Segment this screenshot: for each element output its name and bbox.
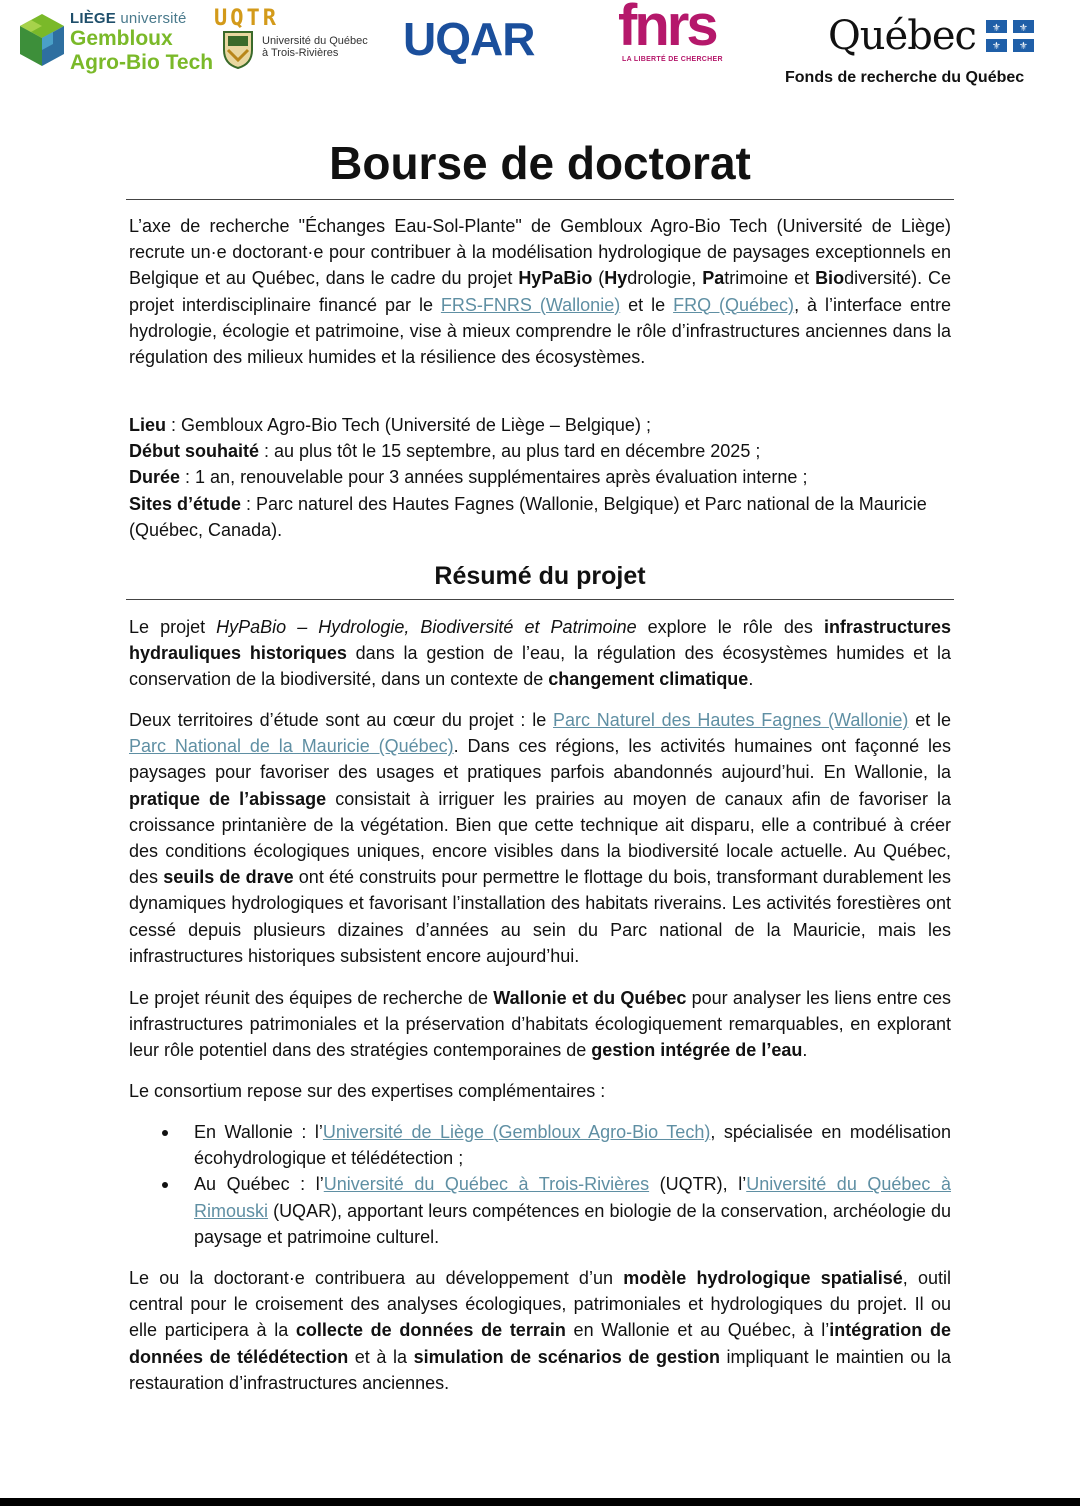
fnrs-wordmark: fnrs xyxy=(618,0,716,58)
final-paragraph: Le ou la doctorant·e contribuera au développement d’un modèle hydrologique spatialisé, outil central pour le croisement des analyses écologiques, patrimoniales et hydrologiques du projet. Il ou elle participera à la collecte de données de terrain en Wallonie et au Québec, à l’intégration de données de télédétection et à la simulation de scénarios de gestion impliquant le maintien ou la restauration d’infrastructures anciennes. xyxy=(129,1268,951,1393)
intro-section xyxy=(129,213,951,370)
uliege-link[interactable]: Université de Liège (Gembloux Agro-Bio Tech) xyxy=(322,1122,711,1142)
uqtr-link[interactable]: Université du Québec à Trois-Rivières xyxy=(323,1174,650,1195)
funds-caption: Fonds de recherche du Québec xyxy=(785,69,1025,86)
details-section xyxy=(129,412,951,543)
intro-paragraph: L’axe de recherche "Échanges Eau-Sol-Plante" de Gembloux Agro-Bio Tech (Université de Liège) recrute un·e doctorant·e pour contribuer à la modélisation hydrologique de paysages exceptionnels en Belgique et au Québec, dans le cadre du projet HyPaBio (Hydrologie, Patrimoine et Biodiversité). Ce projet interdisciplinaire financé par le FRS-FNRS (Wallonie) et le FRQ (Québec), à l’interface entre hydrologie, écologie et patrimoine, vise à mieux comprendre le rôle d’infrastructures anciennes dans la régulation des milieux humides et la résilience des écosystèmes. xyxy=(129,216,951,368)
consortium-list xyxy=(129,1119,951,1250)
svg-text:⚜: ⚜ xyxy=(1019,23,1028,34)
consortium-intro: Le consortium repose sur des expertises complémentaires : xyxy=(129,1081,606,1101)
detail-lieu: Lieu : Gembloux Agro-Bio Tech (Université de Liège – Belgique) ; xyxy=(129,415,651,435)
mauricie-link[interactable]: Parc National de la Mauricie (Québec) xyxy=(129,736,454,757)
list-item: Au Québec : l’Université du Québec à Trois-Rivières (UQTR), l’Université du Québec à Rimouski (UQAR), apportant leurs compétences en biologie de la conservation, archéologie du paysage et patrimoine culturel. xyxy=(129,1171,951,1250)
fnrs-logo xyxy=(618,0,728,68)
frq-link[interactable]: FRQ (Québec) xyxy=(673,294,795,315)
gembloux-wordmark: Gembloux Agro-Bio Tech xyxy=(70,27,214,74)
resume-divider xyxy=(126,599,954,600)
uqtr-logo xyxy=(214,8,384,72)
gembloux-cube-icon xyxy=(20,14,64,66)
uqtr-subtitle: Université du Québec à Trois-Rivières xyxy=(262,35,368,59)
detail-debut: Début souhaité : au plus tôt le 15 septembre, au plus tard en décembre 2025 ; xyxy=(129,441,761,462)
liege-gembloux-logo xyxy=(20,8,214,74)
svg-text:⚜: ⚜ xyxy=(992,41,1001,52)
uqar-logo: UQAR xyxy=(403,13,535,65)
bullet-icon xyxy=(162,1182,168,1188)
uqar-link[interactable]: Université du Québec à Rimouski xyxy=(194,1174,952,1221)
resume-heading: Résumé du projet xyxy=(434,562,646,590)
svg-text:⚜: ⚜ xyxy=(992,23,1001,34)
fnrs-tagline: LA LIBERTÉ DE CHERCHER xyxy=(622,56,723,63)
bullet-icon xyxy=(162,1130,168,1136)
page-title: Bourse de doctorat xyxy=(329,137,751,189)
bottom-bar xyxy=(0,1498,1080,1506)
resume-paragraph-3: Le projet réunit des équipes de recherche de Wallonie et du Québec pour analyser les liens entre ces infrastructures patrimoniales et la préservation d’habitats écologiquement remarquables, en explorant leur rôle potentiel dans des stratégies contemporaines de gestion intégrée de l’eau. xyxy=(129,988,951,1061)
title-divider xyxy=(126,199,954,200)
detail-duree: Durée : 1 an, renouvelable pour 3 années supplémentaires après évaluation interne ; xyxy=(129,467,808,488)
uqtr-shield-icon xyxy=(222,30,254,70)
resume-paragraph-1: Le projet HyPaBio – Hydrologie, Biodiversité et Patrimoine explore le rôle des infrastructures hydrauliques historiques dans la gestion de l’eau, la régulation des écosystèmes humides et la conservation de la biodiversité, dans un contexte de changement climatique. xyxy=(129,617,951,690)
hautes-fagnes-link[interactable]: Parc Naturel des Hautes Fagnes (Wallonie) xyxy=(553,710,909,730)
quebec-wordmark: Québec xyxy=(828,13,976,59)
header-logos xyxy=(0,0,1080,100)
svg-text:⚜: ⚜ xyxy=(1019,41,1028,52)
frs-fnrs-link[interactable]: FRS-FNRS (Wallonie) xyxy=(440,294,621,315)
list-item: En Wallonie : l’Université de Liège (Gembloux Agro-Bio Tech), spécialisée en modélisation écohydrologique et télédétection ; xyxy=(129,1119,951,1171)
liege-wordmark: LIÈGE université xyxy=(70,10,187,27)
uqtr-wordmark: UQTR xyxy=(214,6,279,31)
detail-sites: Sites d’étude : Parc naturel des Hautes Fagnes (Wallonie, Belgique) et Parc national de la Mauricie (Québec, Canada). xyxy=(129,493,927,540)
quebec-flag-icon xyxy=(986,20,1034,52)
resume-paragraph-2: Deux territoires d’étude sont au cœur du projet : le Parc Naturel des Hautes Fagnes (Wallonie) et le Parc National de la Mauricie (Québec). Dans ces régions, les activités humaines ont façonné les paysages pour favoriser des usages et pratiques parfois abandonnés aujourd’hui. En Wallonie, la pratique de l’abissage consistait à irriguer les prairies au moyen de canaux afin de favoriser la croissance printanière de la végétation. Bien que cette technique ait disparu, elle a contribué à créer des conditions écologiques uniques, encore visibles dans la biodiversité locale actuelle. Au Québec, des seuils de drave ont été construits pour permettre le flottage du bois, transformant durablement les dynamiques hydrologiques et favorisant l’installation des habitats riverains. Les activités forestières ont cessé depuis plusieurs dizaines d’années au sein du Parc national de la Mauricie, mais les infrastructures historiques subsistent encore aujourd’hui. xyxy=(129,710,952,966)
